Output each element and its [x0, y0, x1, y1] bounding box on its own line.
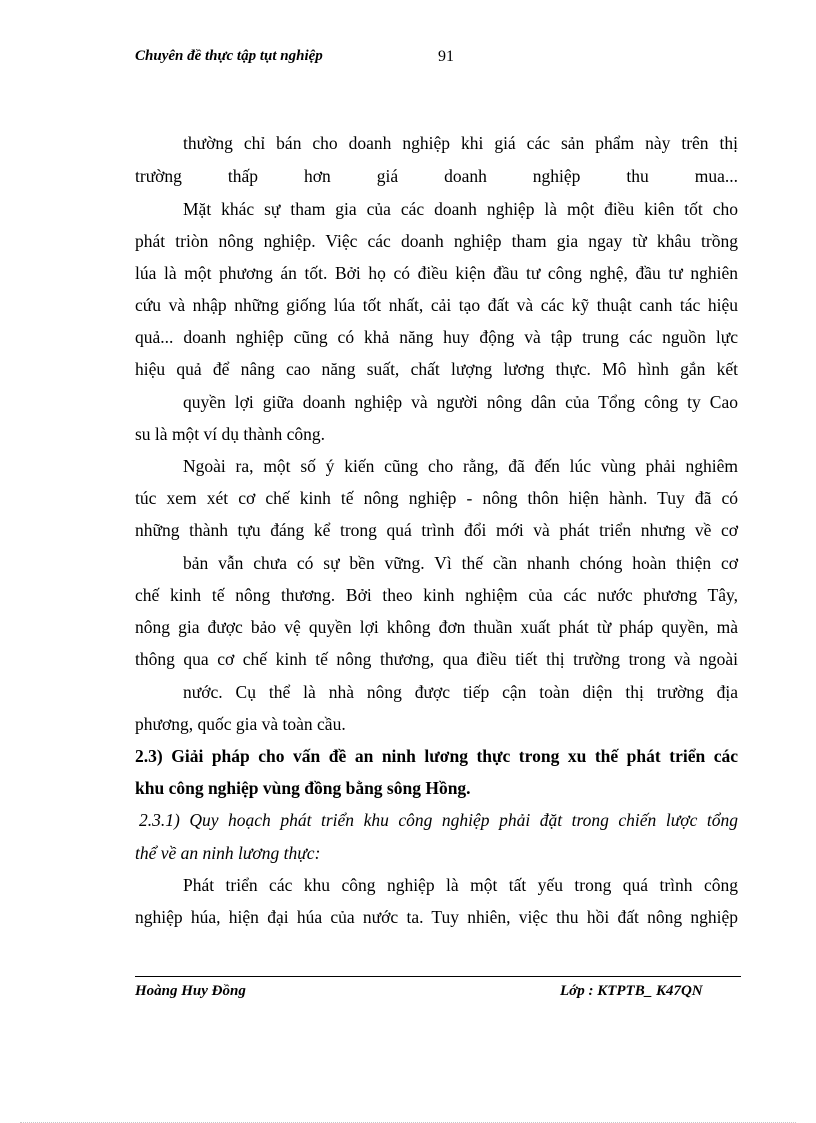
text-line: phát triòn nông nghiệp. Việc các doanh nghiệp tham gia ngay từ khâu trồng: [135, 231, 738, 251]
section-heading: khu công nghiệp vùng đồng bằng sông Hồng.: [135, 778, 471, 798]
footer-divider: [135, 976, 741, 977]
text-line: thường chỉ bán cho doanh nghiệp khi giá các sản phẩm này trên thị: [183, 133, 738, 153]
subsection-heading: 2.3.1) Quy hoạch phát triển khu công nghiệp phải đặt trong chiến lược tổng: [139, 810, 738, 830]
page-number: 91: [438, 48, 454, 65]
text-line: hiệu quả để nâng cao năng suất, chất lượng lương thực. Mô hình gắn kết: [135, 359, 738, 379]
text-line: lúa là một phương án tốt. Bởi họ có điều kiện đầu tư công nghệ, đầu tư nghiên: [135, 263, 738, 283]
text-line: quả... doanh nghiệp cũng có khả năng huy động và tập trung các nguồn lực: [135, 327, 738, 347]
text-line: phương, quốc gia và toàn cầu.: [135, 714, 346, 734]
text-line: nông gia được bảo vệ quyền lợi không đơn thuần xuất phát từ pháp quyền, mà: [135, 617, 738, 637]
subsection-heading: thể về an ninh lương thực:: [135, 843, 321, 863]
text-line: những thành tựu đáng kể trong quá trình đổi mới và phát triển nhưng về cơ: [135, 520, 738, 540]
text-line: nước. Cụ thể là nhà nông được tiếp cận toàn diện thị trường địa: [183, 682, 738, 702]
text-line: chế kinh tế nông thương. Bởi theo kinh nghiệm của các nước phương Tây,: [135, 585, 738, 605]
text-line: su là một ví dụ thành công.: [135, 424, 326, 444]
text-line: quyền lợi giữa doanh nghiệp và người nông dân của Tổng công ty Cao: [183, 392, 738, 412]
text-line: túc xem xét cơ chế kinh tế nông nghiệp - nông thôn hiện hành. Tuy đã có: [135, 488, 738, 508]
text-line: Ngoài ra, một số ý kiến cũng cho rằng, đã đến lúc vùng phải nghiêm: [183, 456, 738, 476]
text-line: nghiệp húa, hiện đại húa của nước ta. Tuy nhiên, việc thu hồi đất nông nghiệp: [135, 907, 738, 927]
text-line: cứu và nhập những giống lúa tốt nhất, cải tạo đất và các kỹ thuật canh tác hiệu: [135, 295, 738, 315]
text-line: trường thấp hơn giá doanh nghiệp thu mua...: [135, 166, 738, 186]
text-line: Phát triển các khu công nghiệp là một tất yếu trong quá trình công: [183, 875, 738, 895]
footer-author: Hoàng Huy Đồng: [135, 983, 246, 999]
text-line: thông qua cơ chế kinh tế nông thương, qua điều tiết thị trường trong và ngoài: [135, 649, 738, 669]
text-line: bản vẫn chưa có sự bền vững. Vì thế cần nhanh chóng hoàn thiện cơ: [183, 553, 738, 573]
section-heading: 2.3) Giải pháp cho vấn đề an ninh lương thực trong xu thế phát triển các: [135, 746, 738, 766]
header-title: Chuyên đề thực tập tụt nghiệp: [135, 48, 323, 64]
text-line: Mặt khác sự tham gia của các doanh nghiệp là một điều kiên tốt cho: [183, 199, 738, 219]
footer-class: Lớp : KTPTB_ K47QN: [560, 983, 703, 999]
